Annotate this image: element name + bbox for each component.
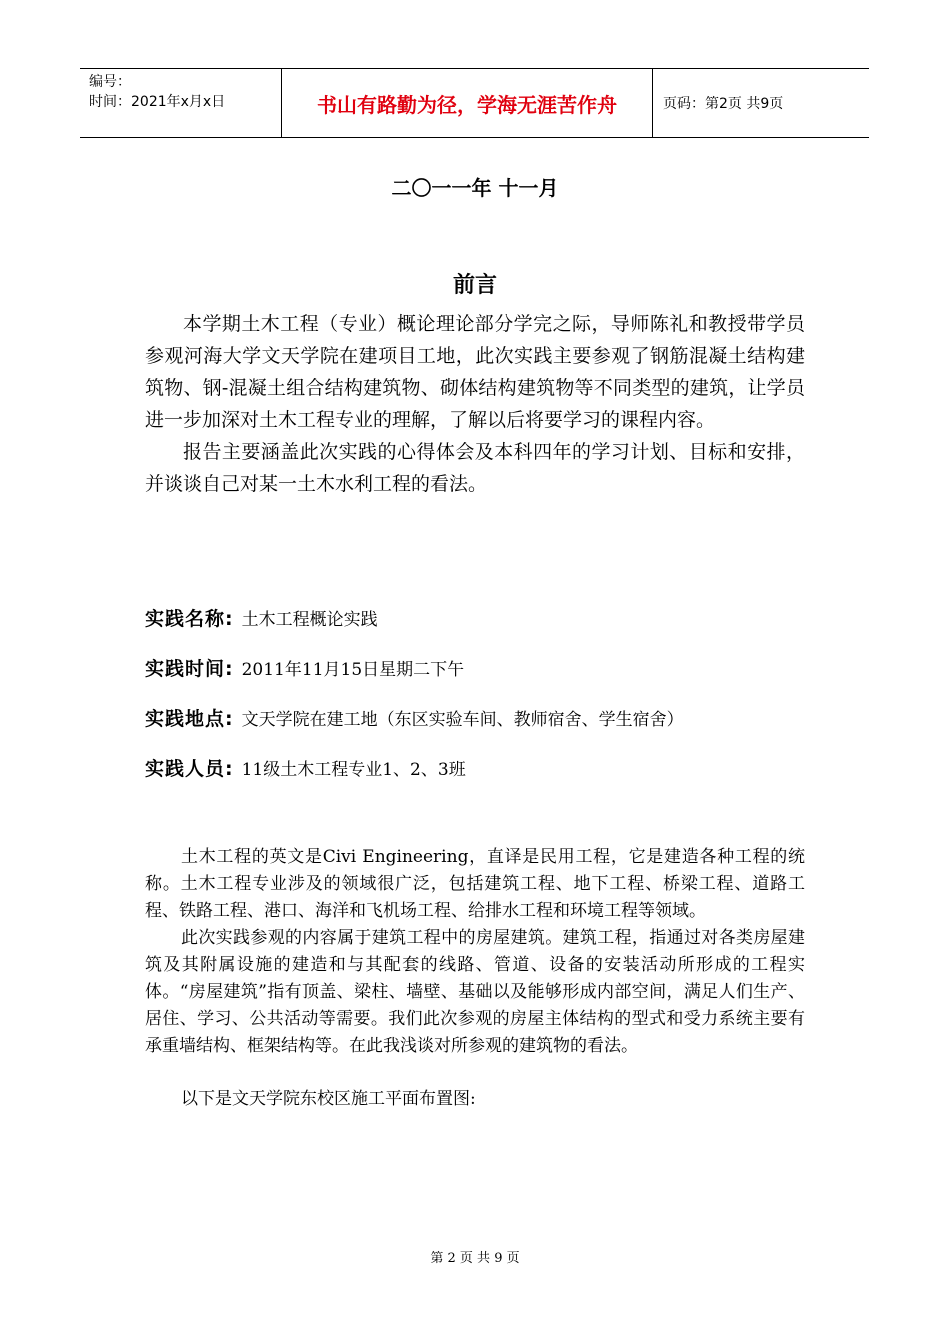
body-paragraph: 以下是文天学院东校区施工平面布置图: (181, 1089, 476, 1109)
header-page-info: 页码：第2页 共9页 (663, 96, 784, 112)
info-key: 实践地点: (145, 708, 234, 730)
info-row-time (145, 654, 845, 681)
info-row-name (145, 604, 845, 631)
info-row-participants (145, 754, 845, 781)
header-motto: 书山有路勤为径，学海无涯苦作舟 (281, 69, 653, 137)
info-key: 实践名称: (145, 608, 234, 630)
number-label: 编号： (89, 74, 131, 90)
date-line: 二〇一一年 十一月 (391, 176, 559, 200)
info-key: 实践人员: (145, 758, 234, 780)
preface-paragraph: 本学期土木工程（专业）概论理论部分学完之际，导师陈礼和教授带学员参观河海大学文天学院在建项目工地，此次实践主要参观了钢筋混凝土结构建筑物、钢-混凝土组合结构建筑物、砌体结构建筑物等不同类型的建筑，让学员进一步加深对土木工程专业的理解，了解以后将要学习的课程内容。 (145, 313, 805, 431)
body-section (145, 844, 805, 1113)
info-value: 2011年11月15日星期二下午 (241, 660, 465, 680)
preface-paragraph: 报告主要涵盖此次实践的心得体会及本科四年的学习计划、目标和安排，并谈谈自己对某一土木水利工程的看法。 (145, 441, 805, 495)
info-value: 11级土木工程专业1、2、3班 (241, 760, 466, 780)
page-header (80, 68, 869, 138)
preface-section (145, 308, 805, 500)
time-label: 时间：2021年x月x日 (89, 94, 226, 110)
page-footer: 第 2 页 共 9 页 (430, 1251, 520, 1266)
header-meta (80, 69, 281, 137)
info-key: 实践时间: (145, 658, 234, 680)
preface-heading: 前言 (452, 273, 497, 298)
info-row-location (145, 704, 845, 731)
info-value: 文天学院在建工地（东区实验车间、教师宿舍、学生宿舍） (241, 710, 684, 730)
body-paragraph: 此次实践参观的内容属于建筑工程中的房屋建筑。建筑工程，指通过对各类房屋建筑及其附属设施的建造和与其配套的线路、管道、设备的安装活动所形成的工程实体。“房屋建筑”指有顶盖、梁柱、墙壁、基础以及能够形成内部空间，满足人们生产、居住、学习、公共活动等需要。我们此次参观的房屋主体结构的型式和受力系统主要有承重墙结构、框架结构等。在此我浅谈对所参观的建筑物的看法。 (145, 928, 805, 1056)
body-paragraph: 土木工程的英文是Civi Engineering，直译是民用工程，它是建造各种工程的统称。土木工程专业涉及的领域很广泛，包括建筑工程、地下工程、桥梁工程、道路工程、铁路工程、港口、海洋和飞机场工程、给排水工程和环境工程等领域。 (145, 847, 805, 921)
info-value: 土木工程概论实践 (241, 610, 378, 630)
